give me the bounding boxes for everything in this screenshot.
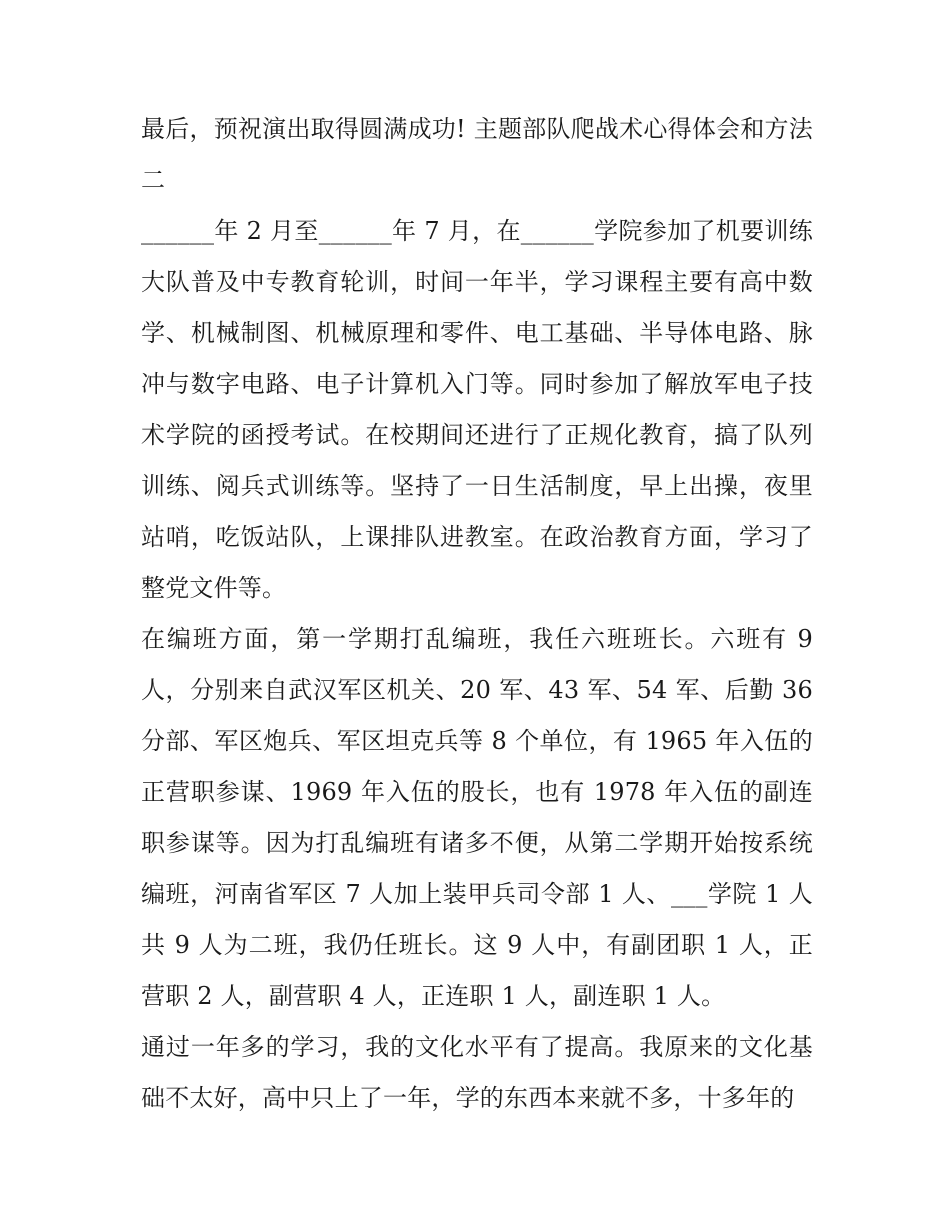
paragraph-closing-and-title: 最后，预祝演出取得圆满成功! 主题部队爬战术心得体会和方法二 xyxy=(141,115,813,194)
paragraph-training-overview: ______年 2 月至______年 7 月，在______学院参加了机要训练大队普及中专教育轮训，时间一年半，学习课程主要有高中数学、机械制图、机械原理和零件、电工基础、半导体电路、脉冲与数字电路、电子计算机入门等。同时参加了解放军电子技术学院的函授考试。在校期间还进行了正规化教育，搞了队列训练、阅兵式训练等。坚持了一日生活制度，早上出操，夜里站哨，吃饭站队，上课排队进教室。在政治教育方面，学习了整党文件等。 xyxy=(141,217,813,602)
document-body xyxy=(141,104,813,1124)
paragraph-study-results: 通过一年多的学习，我的文化水平有了提高。我原来的文化基础不太好，高中只上了一年，学的东西本来就不多，十多年的 xyxy=(141,1033,813,1112)
paragraph-class-organization: 在编班方面，第一学期打乱编班，我任六班班长。六班有 9 人，分别来自武汉军区机关、20 军、43 军、54 军、后勤 36 分部、军区炮兵、军区坦克兵等 8 个单位，有 1965 年入伍的正营职参谋、1969 年入伍的股长，也有 1978 年入伍的副连职参谋等。因为打乱编班有诸多不便，从第二学期开始按系统编班，河南省军区 7 人加上装甲兵司令部 1 人、___学院 1 人共 9 人为二班，我仍任班长。这 9 人中，有副团职 1 人，正营职 2 人，副营职 4 人，正连职 1 人，副连职 1 人。 xyxy=(141,625,813,1010)
